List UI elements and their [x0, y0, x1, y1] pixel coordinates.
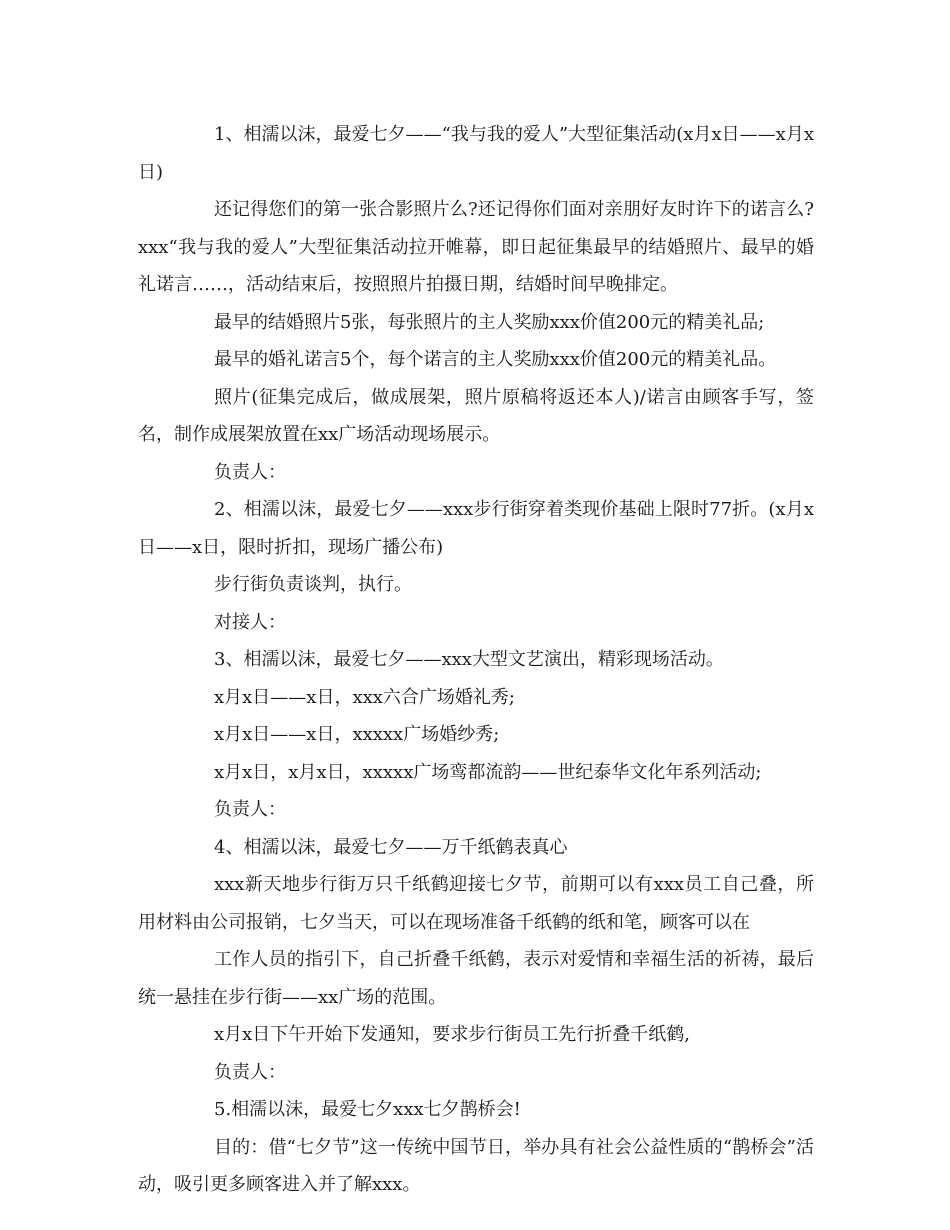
paragraph-activity-4-title: 4、相濡以沫，最爱七夕——万千纸鹤表真心 [214, 836, 568, 858]
paragraph-negotiation: 步行街负责谈判，执行。 [214, 574, 412, 595]
paragraph-owner-1: 负责人： [214, 461, 286, 483]
paragraph-activity-1-description: 还记得您们的第一张合影照片么?还记得你们面对亲朋好友时许下的诺言么?xxx“我与我的爱人”大型征集活动拉开帷幕，即日起征集最早的结婚照片、最早的婚礼诺言……，活动结束后，按照照片拍摄日期，结婚时间早晚排定。 [138, 199, 814, 295]
paragraph-crane-notice: x月x日下午开始下发通知，要求步行街员工先行折叠千纸鹤, [214, 1024, 691, 1045]
paragraph-cultural-series: x月x日，x月x日，xxxxx广场鸾都流韵——世纪泰华文化年系列活动; [214, 761, 762, 783]
paragraph-activity-5-purpose: 目的：借“七夕节”这一传统中国节日，举办具有社会公益性质的“鹊桥会”活动，吸引更多顾客进入并了解xxx。 [138, 1136, 814, 1195]
paragraph-owner-4: 负责人： [214, 1061, 286, 1083]
paragraph-crane-folding: 工作人员的指引下，自己折叠千纸鹤，表示对爱情和幸福生活的祈祷，最后统一悬挂在步行街——xx广场的范围。 [138, 949, 814, 1008]
paragraph-activity-5-title: 5.相濡以沫，最爱七夕xxx七夕鹊桥会! [214, 1099, 521, 1120]
paragraph-photo-prize: 最早的结婚照片5张，每张照片的主人奖励xxx价值200元的精美礼品; [214, 311, 765, 333]
paragraph-vow-prize: 最早的婚礼诺言5个，每个诺言的主人奖励xxx价值200元的精美礼品。 [214, 349, 777, 370]
paragraph-contact: 对接人： [214, 611, 286, 633]
paragraph-activity-3-title: 3、相濡以沫，最爱七夕——xxx大型文艺演出，精彩现场活动。 [214, 649, 724, 670]
paragraph-activity-1-title: 1、相濡以沫，最爱七夕——“我与我的爱人”大型征集活动(x月x日——x月x日) [138, 124, 814, 183]
paragraph-display-note: 照片(征集完成后，做成展架，照片原稿将返还本人)/诺言由顾客手写，签名，制作成展架放置在xx广场活动现场展示。 [138, 386, 814, 445]
paragraph-owner-3: 负责人： [214, 799, 286, 820]
paragraph-bridal-show: x月x日——x日，xxxxx广场婚纱秀; [214, 724, 500, 745]
paragraph-crane-preparation: xxx新天地步行街万只千纸鹤迎接七夕节，前期可以有xxx员工自己叠，所用材料由公司报销，七夕当天，可以在现场准备千纸鹤的纸和笔，顾客可以在 [138, 874, 814, 933]
document-body [138, 116, 814, 1204]
paragraph-activity-2-title: 2、相濡以沫，最爱七夕——xxx步行街穿着类现价基础上限时77折。(x月x日——x日，限时折扣，现场广播公布) [138, 499, 814, 558]
paragraph-wedding-show: x月x日——x日，xxx六合广场婚礼秀; [214, 686, 515, 708]
